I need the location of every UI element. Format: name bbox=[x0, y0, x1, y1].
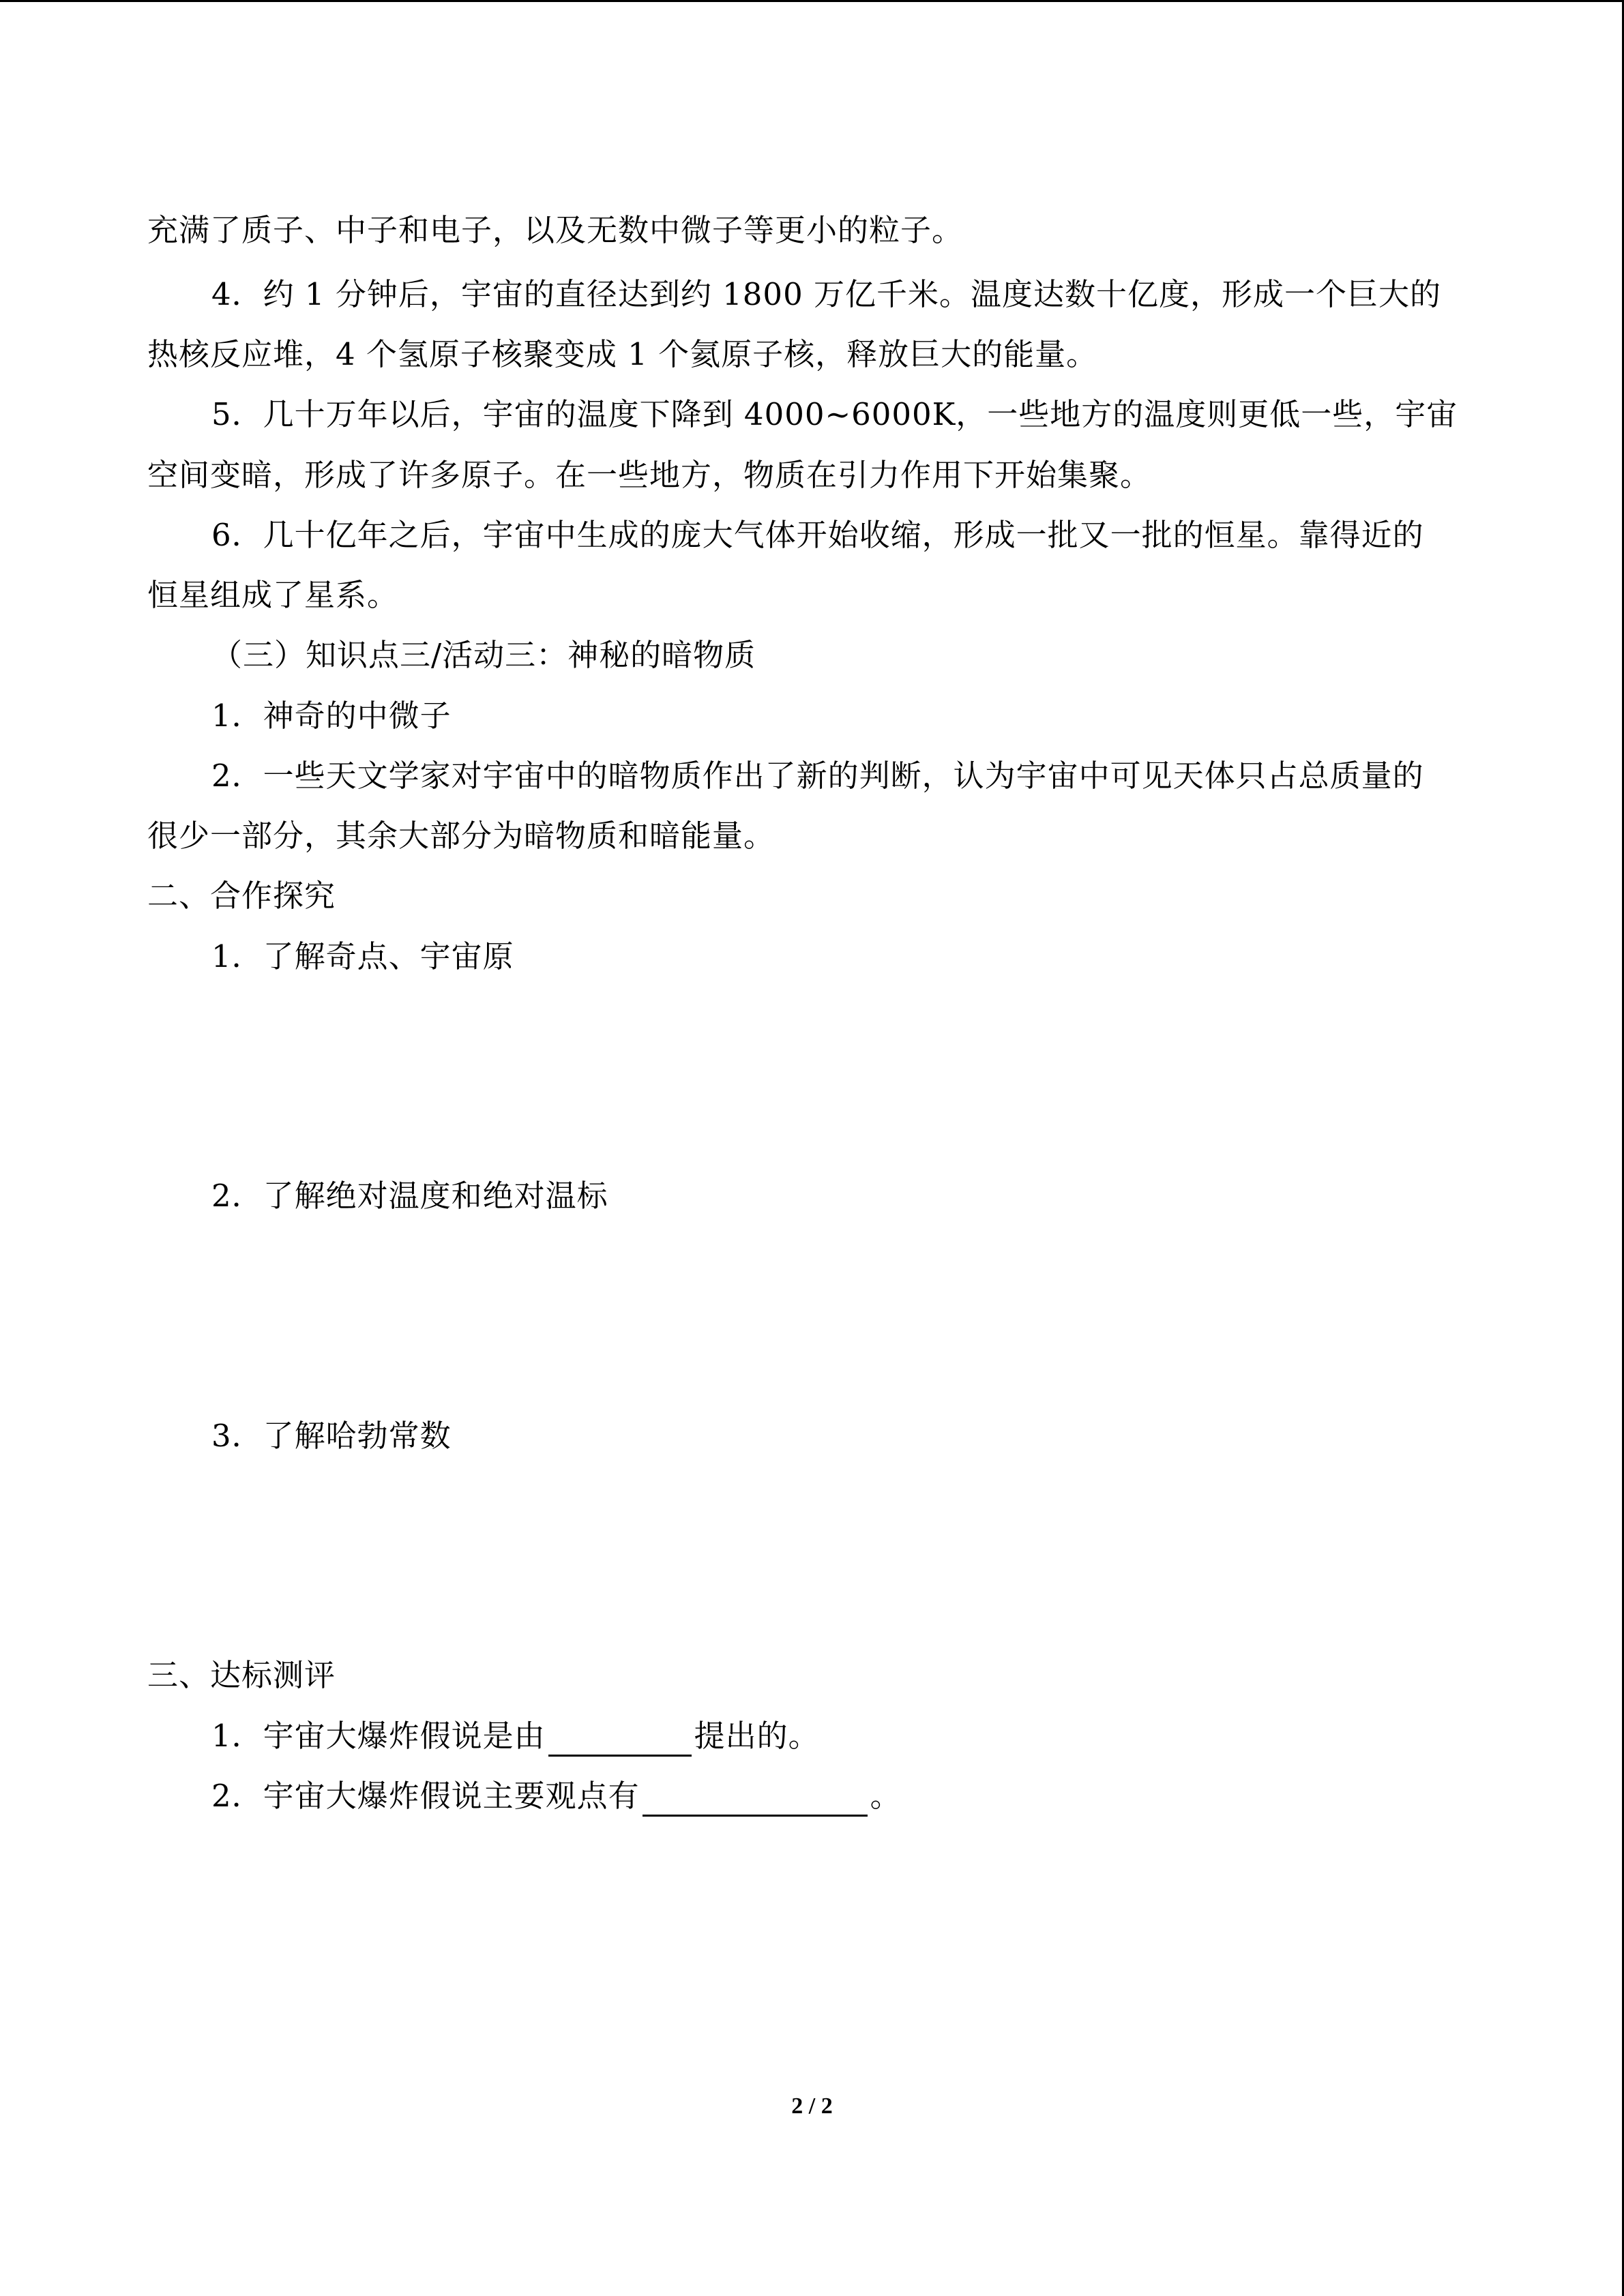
paragraph-line-5: 空间变暗，形成了许多原子。在一些地方，物质在引力作用下开始集聚。 bbox=[147, 457, 1152, 493]
list-item-absolute-temperature: 2．了解绝对温度和绝对温标 bbox=[211, 1178, 608, 1214]
question-1-blank[interactable] bbox=[548, 1722, 692, 1757]
subsection-heading: （三）知识点三/活动三：神秘的暗物质 bbox=[211, 637, 756, 673]
question-2 bbox=[211, 1776, 902, 1817]
paragraph-line-2: 4．约 1 分钟后，宇宙的直径达到约 1800 万亿千米。温度达数十亿度，形成一个巨大的 bbox=[211, 276, 1442, 312]
question-1-text-after: 提出的。 bbox=[694, 1718, 820, 1754]
paragraph-line-7: 恒星组成了星系。 bbox=[147, 577, 399, 613]
list-item-singularity: 1．了解奇点、宇宙原 bbox=[211, 938, 514, 974]
list-item-neutrino: 1．神奇的中微子 bbox=[211, 698, 452, 734]
page-number: 2 / 2 bbox=[791, 2093, 833, 2119]
question-1 bbox=[211, 1716, 820, 1757]
question-1-text-before: 1．宇宙大爆炸假说是由 bbox=[211, 1718, 546, 1754]
paragraph-line-4: 5．几十万年以后，宇宙的温度下降到 4000~6000K，一些地方的温度则更低一些，宇宙 bbox=[211, 396, 1458, 432]
section-heading-cooperation: 二、合作探究 bbox=[147, 878, 336, 914]
paragraph-line-6: 6．几十亿年之后，宇宙中生成的庞大气体开始收缩，形成一批又一批的恒星。靠得近的 bbox=[211, 517, 1424, 553]
question-2-text-before: 2．宇宙大爆炸假说主要观点有 bbox=[211, 1778, 640, 1814]
paragraph-line-11: 很少一部分，其余大部分为暗物质和暗能量。 bbox=[147, 818, 776, 854]
question-2-text-after: 。 bbox=[870, 1778, 902, 1814]
question-2-blank[interactable] bbox=[643, 1782, 868, 1817]
paragraph-line-1: 充满了质子、中子和电子，以及无数中微子等更小的粒子。 bbox=[147, 212, 964, 248]
list-item-hubble-constant: 3．了解哈勃常数 bbox=[211, 1418, 452, 1454]
section-heading-assessment: 三、达标测评 bbox=[147, 1657, 336, 1693]
paragraph-line-3: 热核反应堆，4 个氢原子核聚变成 1 个氦原子核，释放巨大的能量。 bbox=[147, 336, 1098, 372]
paragraph-line-10: 2．一些天文学家对宇宙中的暗物质作出了新的判断，认为宇宙中可见天体只占总质量的 bbox=[211, 758, 1424, 794]
